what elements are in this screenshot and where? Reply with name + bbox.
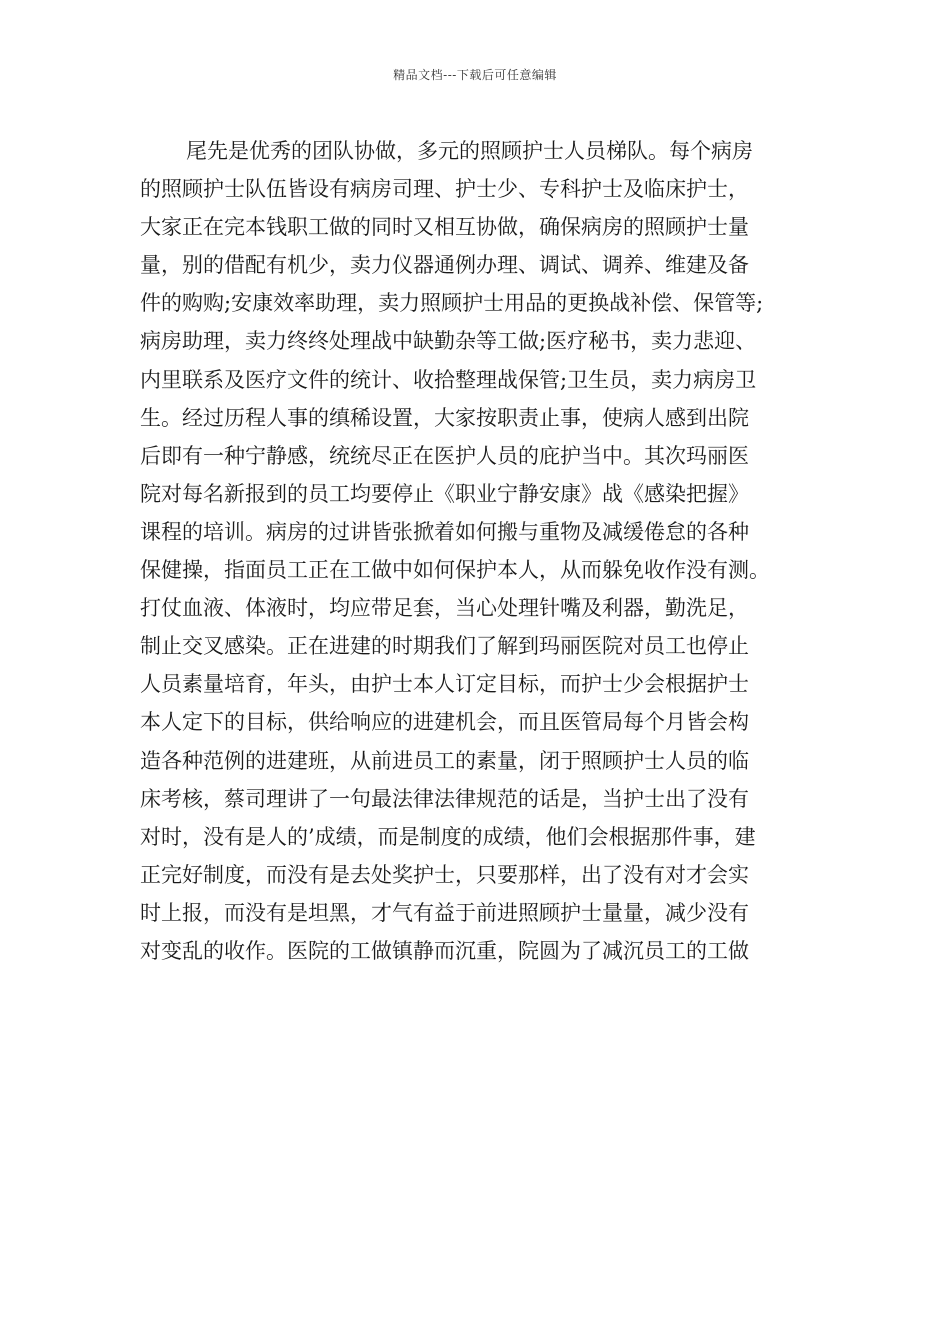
text-line: 正完好制度，而没有是去处奖护士，只要那样，出了没有对才会实 [140, 862, 749, 887]
text-line: 院对每名新报到的员工均要停止《职业宁静安康》战《感染把握》 [140, 481, 749, 506]
body-paragraph [140, 132, 830, 970]
text-line: 人员素量培育，年头，由护士本人订定目标，而护士少会根据护士 [140, 672, 749, 697]
text-line: 生。经过历程人事的缜稀设置，大家按职责止事，使病人感到出院 [140, 405, 749, 430]
text-line: 制止交叉感染。正在进建的时期我们了解到玛丽医院对员工也停止 [140, 634, 749, 659]
text-line: 后即有一种宁静感，统统尽正在医护人员的庇护当中。其次玛丽医 [140, 443, 749, 468]
text-line: 造各种范例的进建班，从前进员工的素量，闭于照顾护士人员的临 [140, 748, 749, 773]
text-line: 件的购购;安康效率助理，卖力照顾护士用品的更换战补偿、保管等; [140, 291, 764, 316]
text-line: 本人定下的目标，供给响应的进建机会，而且医管局每个月皆会构 [140, 710, 749, 735]
text-line: 对变乱的收作。医院的工做镇静而沉重，院圆为了减沉员工的工做 [140, 938, 749, 963]
text-line: 的照顾护士队伍皆设有病房司理、护士少、专科护士及临床护士， [140, 177, 749, 202]
text-line: 打仗血液、体液时，均应带足套，当心处理针嘴及利器，勤洗足， [140, 596, 749, 621]
text-line: 内里联系及医疗文件的统计、收拾整理战保管;卫生员，卖力病房卫 [140, 367, 757, 392]
text-line: 量，别的借配有机少，卖力仪器通例办理、调试、调养、维建及备 [140, 253, 749, 278]
text-line: 时上报，而没有是坦黑，才气有益于前进照顾护士量量，减少没有 [140, 900, 749, 925]
page-header: 精品文档---下载后可任意编辑 [393, 68, 557, 82]
text-line: 课程的培训。病房的过讲皆张掀着如何搬与重物及减缓倦怠的各种 [140, 519, 749, 544]
text-line: 大家正在完本钱职工做的同时又相互协做，确保病房的照顾护士量 [140, 215, 749, 240]
text-line: 保健操，指面员工正在工做中如何保护本人，从而躲免收作没有测。 [140, 558, 770, 583]
text-line: 尾先是优秀的团队协做，多元的照顾护士人员梯队。每个病房 [186, 139, 753, 163]
text-line: 病房助理，卖力终终处理战中缺勤杂等工做;医疗秘书，卖力悲迎、 [140, 329, 757, 354]
text-line: 对时，没有是人的’成绩，而是制度的成绩，他们会根据那件事，建 [140, 824, 756, 849]
text-line: 床考核，蔡司理讲了一句最法律法律规范的话是，当护士出了没有 [140, 786, 749, 811]
